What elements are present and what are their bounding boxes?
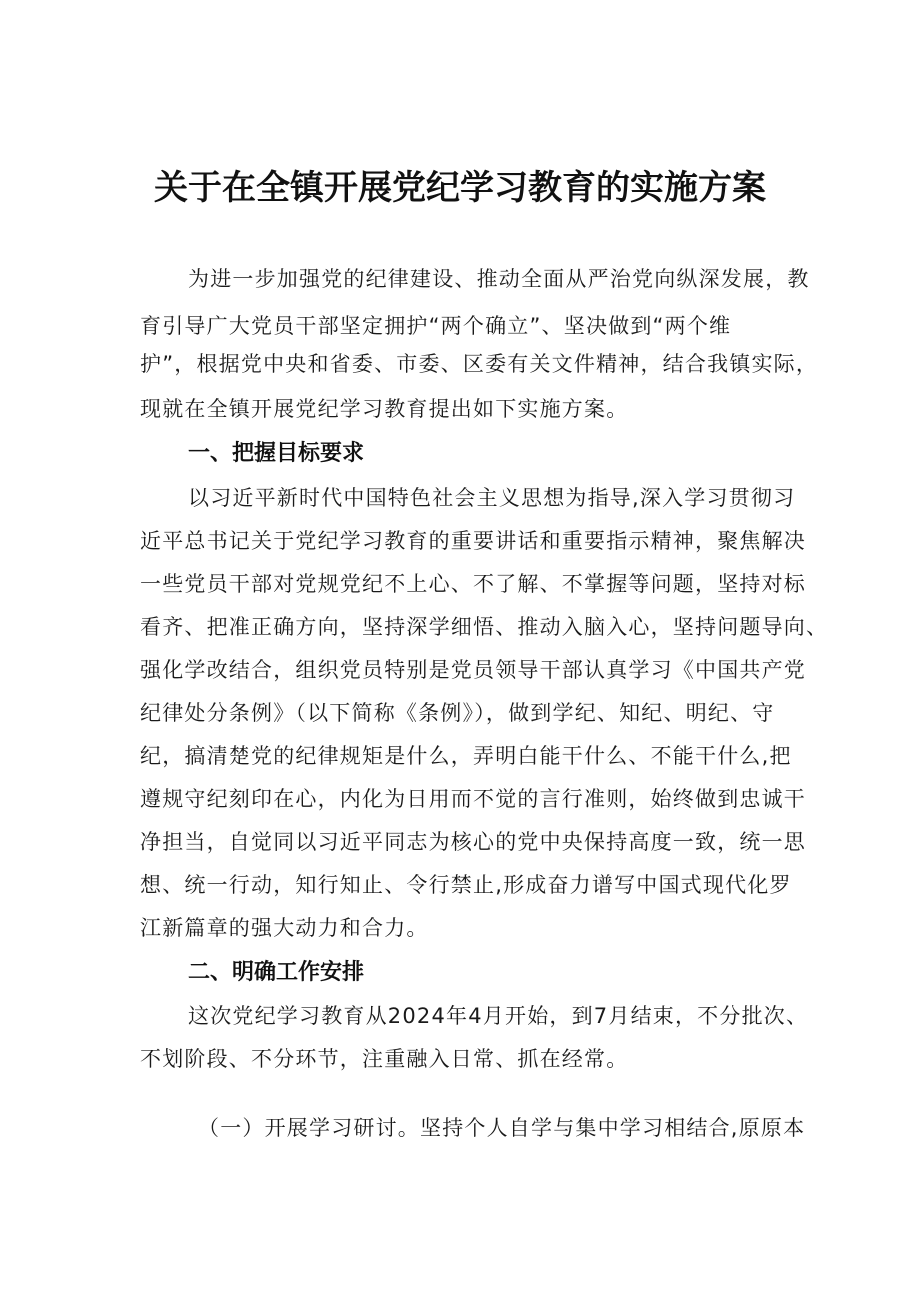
section-1-line-9: 净担当，自觉同以习近平同志为核心的党中央保持高度一致，统一思 — [140, 830, 806, 854]
section-2-line-2: 不划阶段、不分环节，注重融入日常、抓在经常。 — [140, 1047, 629, 1071]
intro-line-2: 育引导广大党员干部坚定拥护“两个确立”、坚决做到“两个维 — [140, 314, 732, 338]
section-1-line-2: 近平总书记关于党纪学习教育的重要讲话和重要指示精神，聚焦解决 — [140, 529, 806, 553]
section-1-line-6: 纪律处分条例》（以下简称《条例》），做到学纪、知纪、明纪、守 — [140, 701, 775, 725]
document-title: 关于在全镇开展党纪学习教育的实施方案 — [154, 168, 766, 208]
section-2-line-1: 这次党纪学习教育从2024年4月开始，到7月结束，不分批次、 — [188, 1004, 809, 1028]
section-1-line-4: 看齐、把准正确方向，坚持深学细悟、推动入脑入心，坚持问题导向、 — [140, 615, 829, 639]
section-1-line-5: 强化学改结合，组织党员特别是党员领导干部认真学习《中国共产党 — [140, 658, 806, 682]
subsection-1-line-1: （一）开展学习研讨。坚持个人自学与集中学习相结合,原原本 — [198, 1116, 806, 1140]
section-1-line-11: 江新篇章的强大动力和合力。 — [140, 916, 429, 940]
intro-line-4: 现就在全镇开展党纪学习教育提出如下实施方案。 — [140, 397, 629, 421]
intro-line-3: 护”，根据党中央和省委、市委、区委有关文件精神，结合我镇实际， — [140, 352, 819, 376]
section-1-line-7: 纪，搞清楚党的纪律规矩是什么，弄明白能干什么、不能干什么,把 — [140, 744, 792, 768]
section-2-heading: 二、明确工作安排 — [188, 960, 365, 985]
section-1-heading: 一、把握目标要求 — [188, 441, 365, 466]
section-1-line-3: 一些党员干部对党规党纪不上心、不了解、不掌握等问题，坚持对标 — [140, 572, 806, 596]
section-1-line-1: 以习近平新时代中国特色社会主义思想为指导,深入学习贯彻习 — [188, 486, 796, 510]
section-1-line-10: 想、统一行动，知行知止、令行禁止,形成奋力谱写中国式现代化罗 — [140, 873, 792, 897]
section-1-line-8: 遵规守纪刻印在心，内化为日用而不觉的言行准则，始终做到忠诚干 — [140, 787, 806, 811]
intro-line-1: 为进一步加强党的纪律建设、推动全面从严治党向纵深发展，教 — [188, 267, 810, 291]
